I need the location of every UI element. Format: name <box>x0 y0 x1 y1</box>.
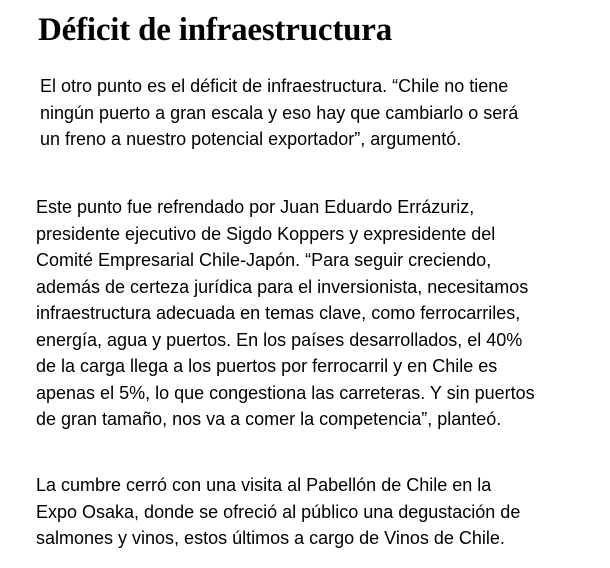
paragraph-line: Expo Osaka, donde se ofreció al público una degustación de <box>36 501 521 522</box>
paragraph-line: de la carga llega a los puertos por ferrocarril y en Chile es <box>36 356 498 376</box>
paragraph-line: además de certeza jurídica para el inversionista, necesitamos <box>36 276 529 297</box>
body-paragraph-1 <box>36 194 535 433</box>
paragraph-line: Este punto fue refrendado por Juan Eduardo Errázuriz, <box>36 197 475 217</box>
section-heading: Déficit de infraestructura <box>38 12 393 48</box>
lead-paragraph <box>40 73 518 153</box>
paragraph-line: presidente ejecutivo de Sigdo Koppers y expresidente del <box>36 223 496 244</box>
paragraph-line: energía, agua y puertos. En los países desarrollados, el 40% <box>36 329 523 350</box>
lead-line: ningún puerto a gran escala y eso hay que cambiarlo o será <box>40 102 519 123</box>
paragraph-line: infraestructura adecuada en temas clave, como ferrocarriles, <box>36 303 521 323</box>
paragraph-line: salmones y vinos, estos últimos a cargo de Vinos de Chile. <box>36 528 505 548</box>
lead-line: El otro punto es el déficit de infraestructura. “Chile no tiene <box>40 76 509 96</box>
body-paragraph-2 <box>36 472 520 552</box>
paragraph-line: de gran tamaño, nos va a comer la competencia”, planteó. <box>36 409 502 429</box>
lead-line: un freno a nuestro potencial exportador”, argumentó. <box>40 129 462 149</box>
paragraph-line: apenas el 5%, lo que congestiona las carreteras. Y sin puertos <box>36 382 535 403</box>
paragraph-line: Comité Empresarial Chile-Japón. “Para seguir creciendo, <box>36 250 492 270</box>
paragraph-line: La cumbre cerró con una visita al Pabellón de Chile en la <box>36 475 492 495</box>
